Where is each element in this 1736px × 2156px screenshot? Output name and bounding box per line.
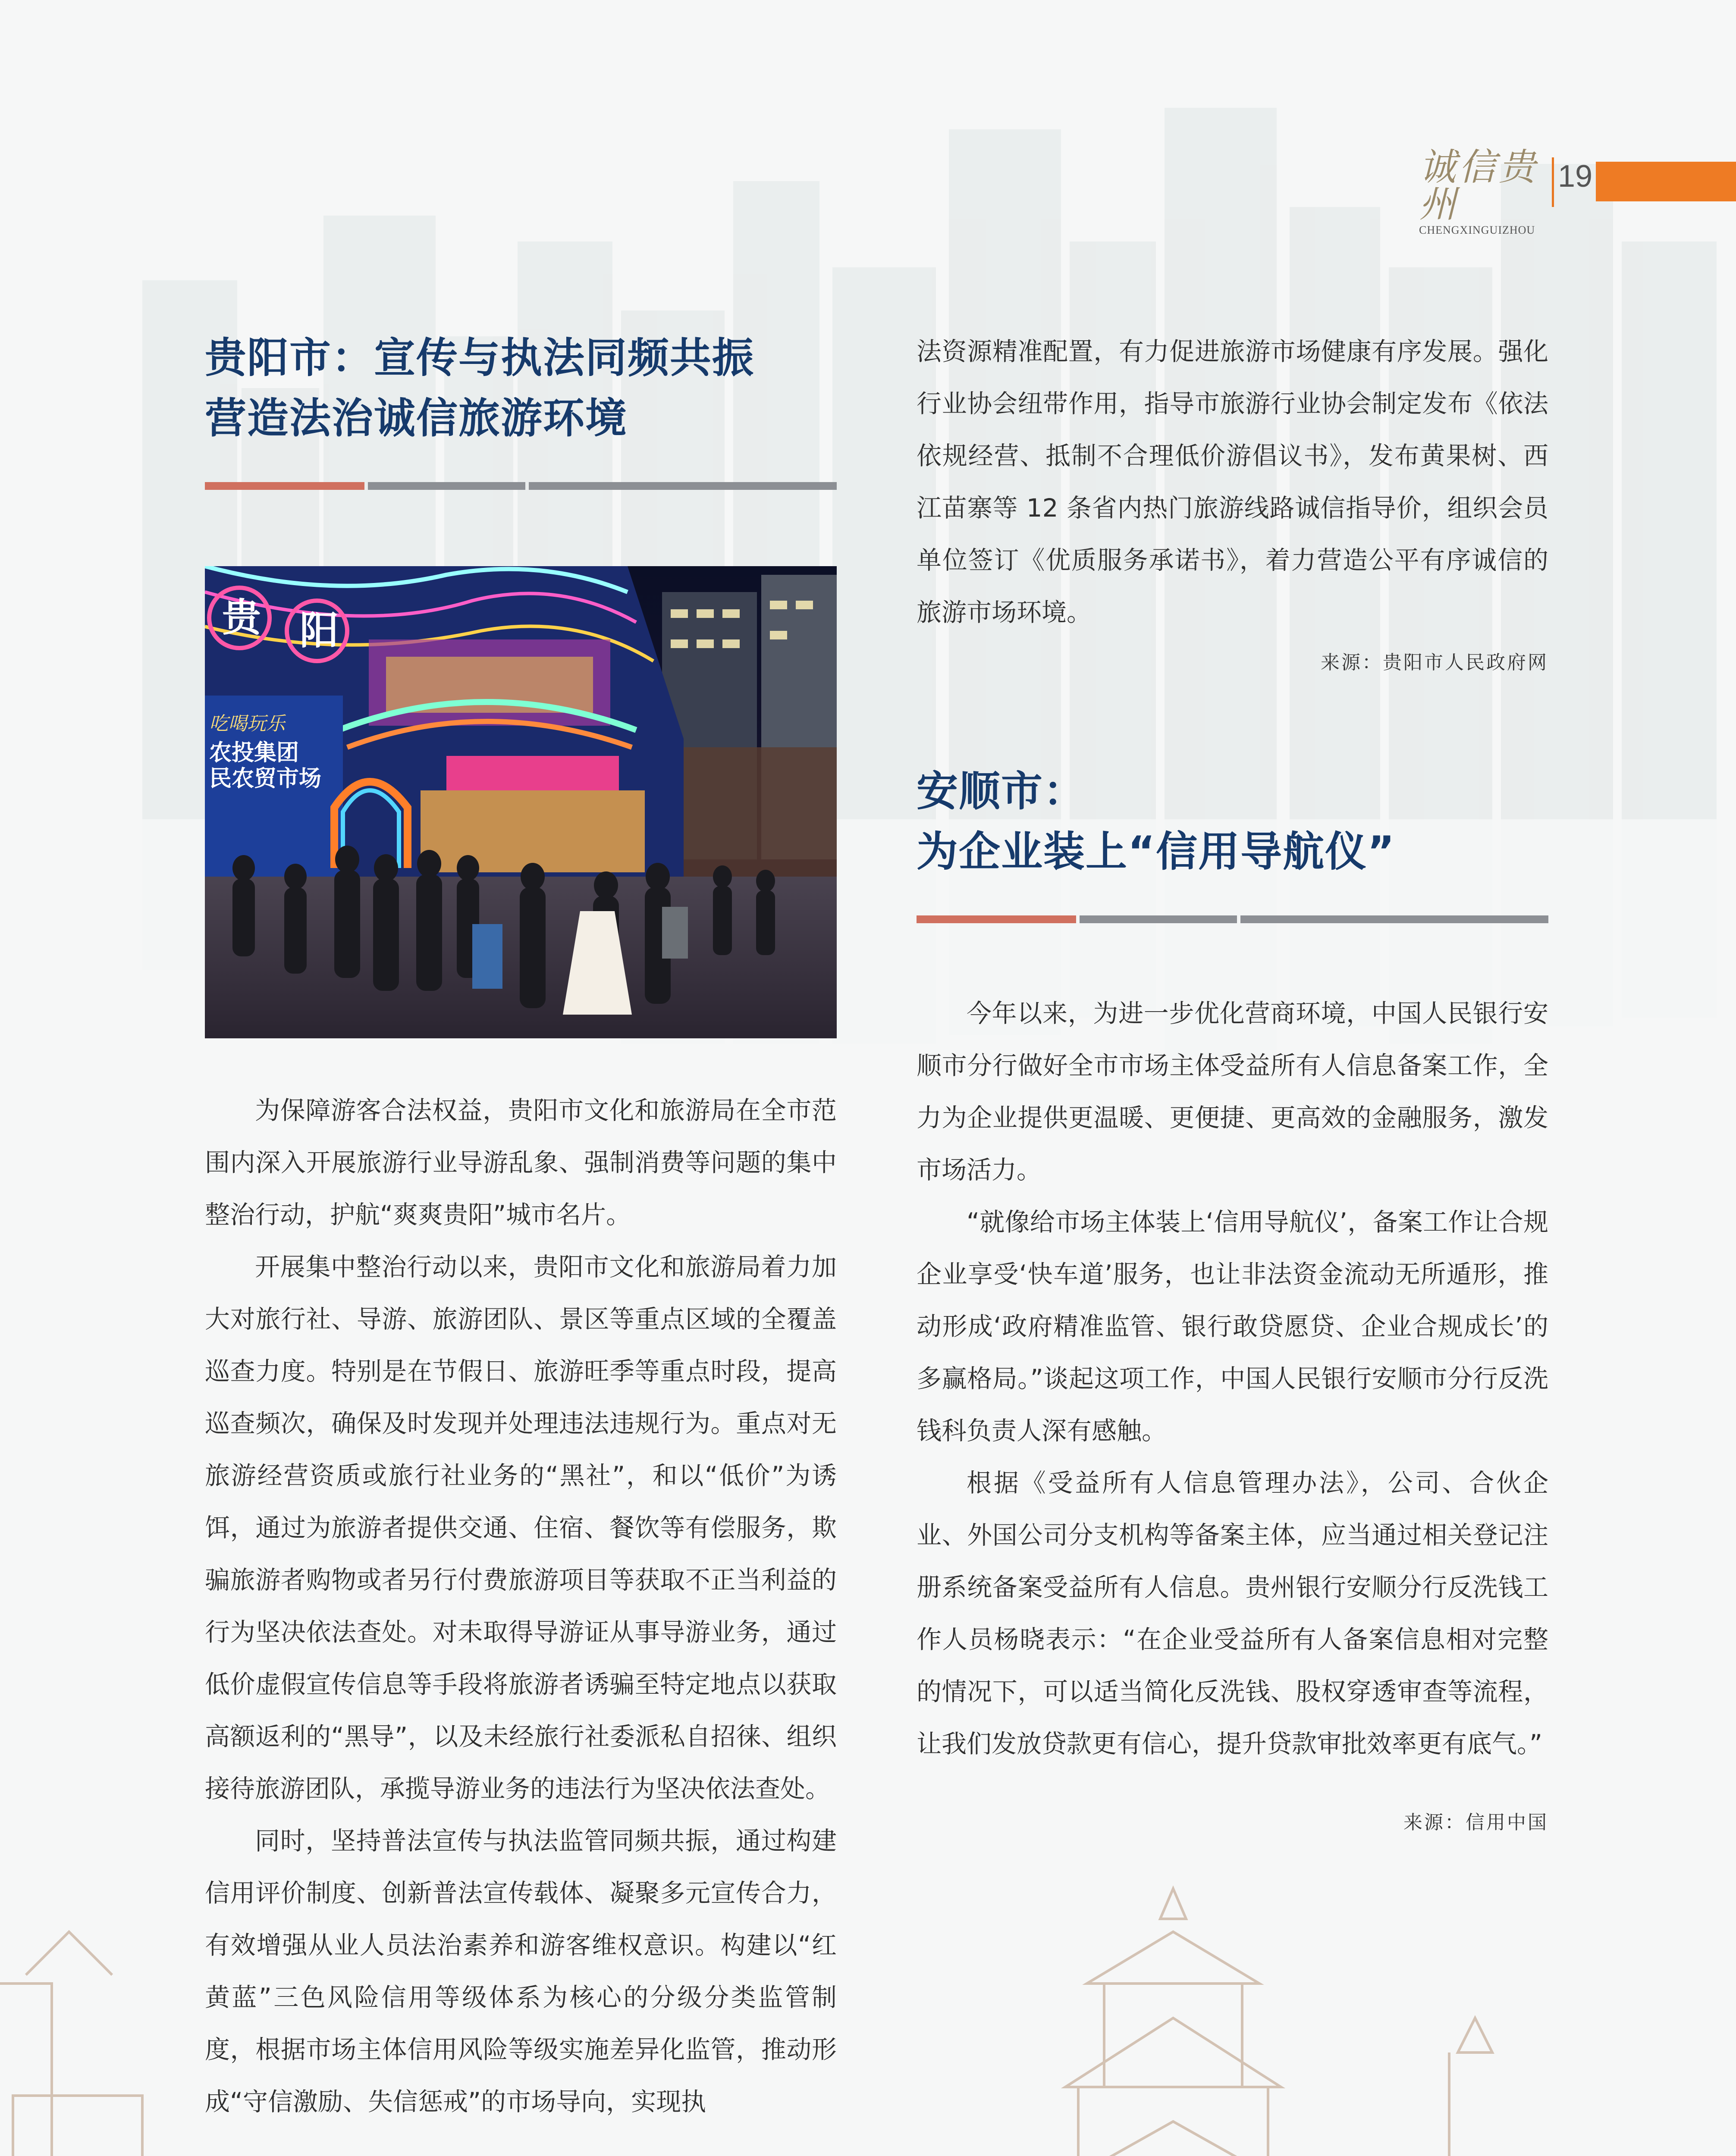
text-line: 信的旅游市场环境。 [917, 545, 1548, 627]
sign-text-eat: 吃喝玩乐 [209, 713, 285, 735]
header-accent-bar [1596, 162, 1736, 201]
text-line: 全力为企业提供更温暖、更便捷、更高效的金融服务， [917, 1051, 1548, 1132]
text-line: 激发市场活力。 [917, 1103, 1548, 1185]
text-line: 同时，坚持普法宣传与执法监管同频共振，通过构 [255, 1826, 812, 1855]
text-line: 以“红黄蓝”三色风险信用等级体系为核心的分级分类 [205, 1930, 837, 2012]
text-line: 点对无旅游经营资质或旅行社业务的“黑社”，和以“低价” [205, 1409, 837, 1490]
text-line: 让我们发放贷款更有信心，提升贷款审批效率更有底气。” [917, 1729, 1543, 1758]
article1-title [205, 328, 754, 448]
article2-source: 来源：信用中国 [1403, 1811, 1548, 1833]
text-line: 范围内深入开展旅游行业导游乱象、强制消费等问题的 [205, 1096, 837, 1177]
article2-para3 [917, 1457, 1548, 1770]
article2-para2 [917, 1196, 1548, 1457]
article2-title [917, 761, 1395, 882]
article1-para3 [205, 1815, 837, 2128]
article2-para1 [917, 987, 1548, 1196]
article1-source: 来源：贵阳市人民政府网 [1321, 652, 1548, 674]
text-line: 决依法查处。 [680, 1774, 831, 1803]
text-line: 今年以来，为进一步优化营商环境，中国人民银行 [967, 999, 1523, 1028]
text-line: 法依规经营、抵制不合理低价游倡议书》，发布黄果树、 [917, 389, 1548, 470]
sign-text-market: 民农贸市场 [209, 766, 322, 792]
article1-title-line2: 营造法治诚信旅游环境 [205, 394, 628, 442]
article1-para1 [205, 1084, 837, 1241]
text-line: “就像给市场主体装上‘信用导航仪’，备案工作 [967, 1207, 1473, 1237]
text-line: 覆盖巡查力度。特别是在节假日、旅游旺季等重点时段， [205, 1304, 837, 1386]
text-line: 益的行为坚决依法查处。对未取得导游证从事导游业务， [205, 1565, 837, 1647]
article1-para4 [917, 326, 1548, 639]
article1-title-line1: 贵阳市：宣传与执法同频共振 [205, 334, 754, 382]
text-line: 让合规企业享受‘快车道’服务，也让非法资金流动无 [917, 1207, 1548, 1289]
text-line: 力，有效增强从业人员法治素养和游客维权意识。构建 [205, 1878, 837, 1960]
text-line: 招徕、组织接待旅游团队，承揽导游业务的违法行为坚 [205, 1722, 837, 1803]
text-line: 法资源精准配置，有力促进旅游市场健康有序发展。强 [917, 337, 1523, 366]
text-line: 集中整治行动，护航“爽爽贵阳”城市名片。 [205, 1148, 837, 1229]
text-line: 外国公司分支机构等备案主体，应当通过相关登记注册 [917, 1520, 1548, 1602]
page-number-separator [1552, 157, 1554, 207]
text-line: 业合规成长’的多赢格局。”谈起这项工作，中国人民 [917, 1312, 1548, 1393]
article1-photo-night-street [205, 566, 837, 1038]
sign-char-yang: 阳 [300, 608, 339, 653]
sign-char-gui: 贵 [222, 595, 261, 640]
article2-title-line1: 安顺市： [917, 767, 1086, 815]
magazine-masthead [1419, 146, 1548, 236]
text-line: 所遁形，推动形成‘政府精准监管、银行敢贷愿贷、企 [917, 1260, 1548, 1341]
text-line: 建信用评价制度、创新普法宣传载体、凝聚多元宣传合 [205, 1826, 837, 1908]
text-line: 西江苗寨等 12 条省内热门旅游线路诚信指导价，组织会 [917, 441, 1548, 523]
article2-divider [917, 915, 1548, 923]
article1-para2 [205, 1241, 837, 1815]
text-line: 通过低价虚假宣传信息等手段将旅游者诱骗至特定地点 [205, 1617, 837, 1699]
text-line: 推动形成“守信激励、失信惩戒”的市场导向，实现执 [205, 2035, 837, 2116]
text-line: 以获取高额返利的“黑导”，以及未经旅行社委派私自 [205, 1670, 837, 1751]
text-line: 提高巡查频次，确保及时发现并处理违法违规行为。重 [205, 1357, 837, 1438]
masthead-logo: 诚信贵州 [1419, 146, 1538, 226]
text-line: 监管制度，根据市场主体信用风险等级实施差异化监管， [205, 1983, 837, 2064]
text-line: 为保障游客合法权益，贵阳市文化和旅游局在全市 [255, 1096, 812, 1125]
text-line: 银行安顺市分行反洗钱科负责人深有感触。 [917, 1364, 1548, 1445]
sign-text-group: 农投集团 [209, 740, 299, 766]
text-line: 化行业协会纽带作用，指导市旅游行业协会制定发布《依 [917, 337, 1548, 418]
text-line: 整的情况下，可以适当简化反洗钱、股权穿透审查等流程， [917, 1625, 1548, 1706]
text-line: 为诱饵，通过为旅游者提供交通、住宿、餐饮等有偿服务， [205, 1461, 837, 1542]
page-number: 19 [1558, 159, 1593, 194]
article2-body [917, 987, 1548, 1770]
article1-body-column2 [917, 326, 1548, 639]
article1-body-column1 [205, 1084, 837, 2128]
masthead-subtitle: CHENGXINGUIZHOU [1419, 224, 1535, 236]
article1-divider [205, 482, 837, 490]
text-line: 欺骗旅游者购物或者另行付费旅游项目等获取不正当利 [205, 1513, 837, 1595]
text-line: 开展集中整治行动以来，贵阳市文化和旅游局着力 [255, 1252, 812, 1282]
text-line: 加大对旅行社、导游、旅游团队、景区等重点区域的全 [205, 1252, 837, 1334]
text-line: 作人员杨晓表示：“在企业受益所有人备案信息相对完 [917, 1625, 1523, 1654]
text-line: 员单位签订《优质服务承诺书》，着力营造公平有序诚 [917, 493, 1548, 575]
text-line: 系统备案受益所有人信息。贵州银行安顺分行反洗钱工 [942, 1573, 1548, 1602]
article2-title-line2: 为企业装上“信用导航仪” [917, 827, 1396, 876]
text-line: 根据《受益所有人信息管理办法》，公司、合伙企业、 [917, 1468, 1548, 1550]
text-line: 安顺市分行做好全市市场主体受益所有人信息备案工作， [917, 999, 1548, 1080]
